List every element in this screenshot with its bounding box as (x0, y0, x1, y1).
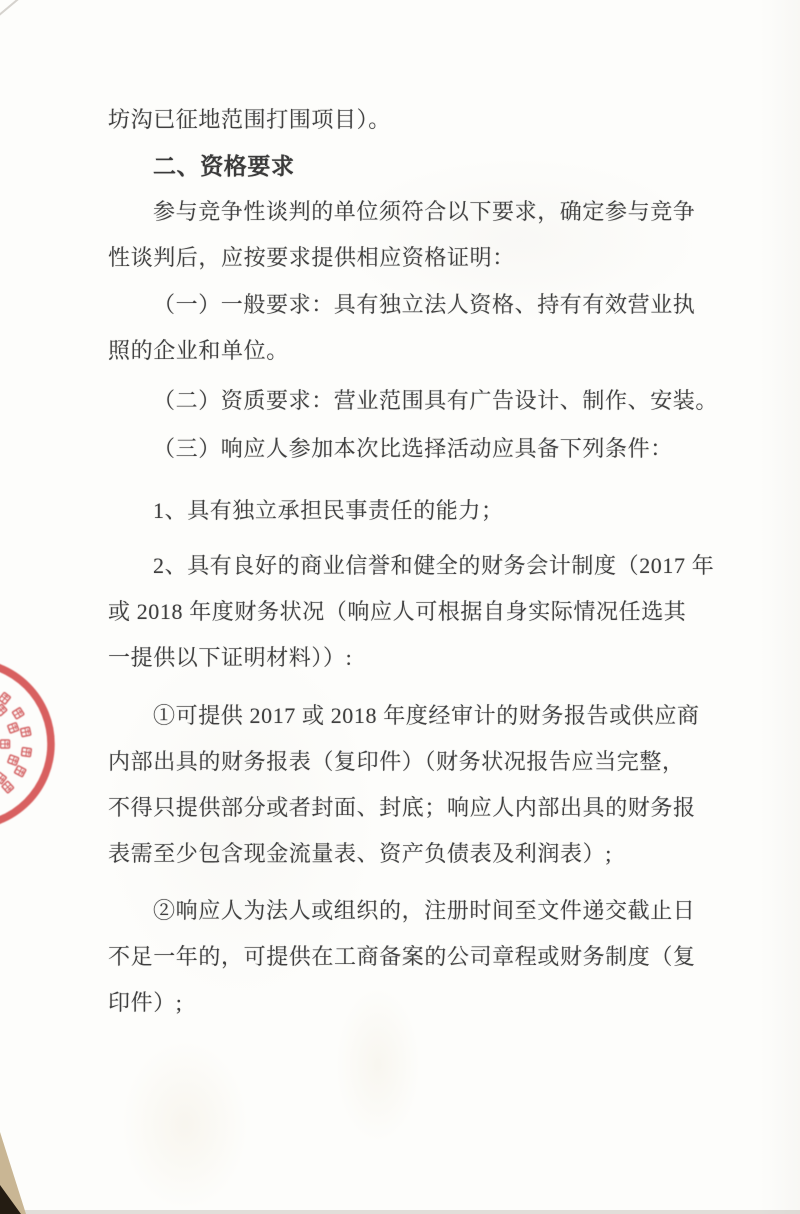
text-line: 不足一年的，可提供在工商备案的公司章程或财务制度（复 (108, 944, 696, 969)
text-line: 2、具有良好的商业信誉和健全的财务会计制度（2017 年 (153, 553, 715, 578)
text-line: 不得只提供部分或者封面、封底；响应人内部出具的财务报 (108, 795, 696, 820)
text-line: 内部出具的财务报表（复印件）（财务状况报告应当完整， (108, 749, 685, 774)
text-line: ①可提供 2017 或 2018 年度经审计的财务报告或供应商 (153, 703, 700, 728)
text-line: 性谈判后，应按要求提供相应资格证明： (108, 245, 515, 270)
text-line: 或 2018 年度财务状况（响应人可根据自身实际情况任选其 (108, 599, 687, 624)
page-bottom-edge (0, 1210, 800, 1214)
text-line: ②响应人为法人或组织的，注册时间至文件递交截止日 (153, 898, 696, 923)
text-line: 一提供以下证明材料））: (108, 645, 353, 670)
text-line: 照的企业和单位。 (108, 338, 289, 363)
text-line: （三）响应人参加本次比选择活动应具备下列条件： (153, 436, 673, 461)
text-line: 坊沟已征地范围打围项目）。 (108, 107, 391, 132)
text-line: 1、具有独立承担民事责任的能力； (153, 498, 504, 523)
text-line: 参与竞争性谈判的单位须符合以下要求，确定参与竞争 (153, 199, 696, 224)
text-line: 印件）; (108, 990, 183, 1015)
section-heading: 二、资格要求 (153, 153, 295, 179)
text-line: （二）资质要求：营业范围具有广告设计、制作、安装。 (153, 388, 719, 413)
text-line: （一）一般要求：具有独立法人资格、持有有效营业执 (153, 292, 696, 317)
text-line: 表需至少包含现金流量表、资产负债表及利润表）; (108, 841, 612, 866)
